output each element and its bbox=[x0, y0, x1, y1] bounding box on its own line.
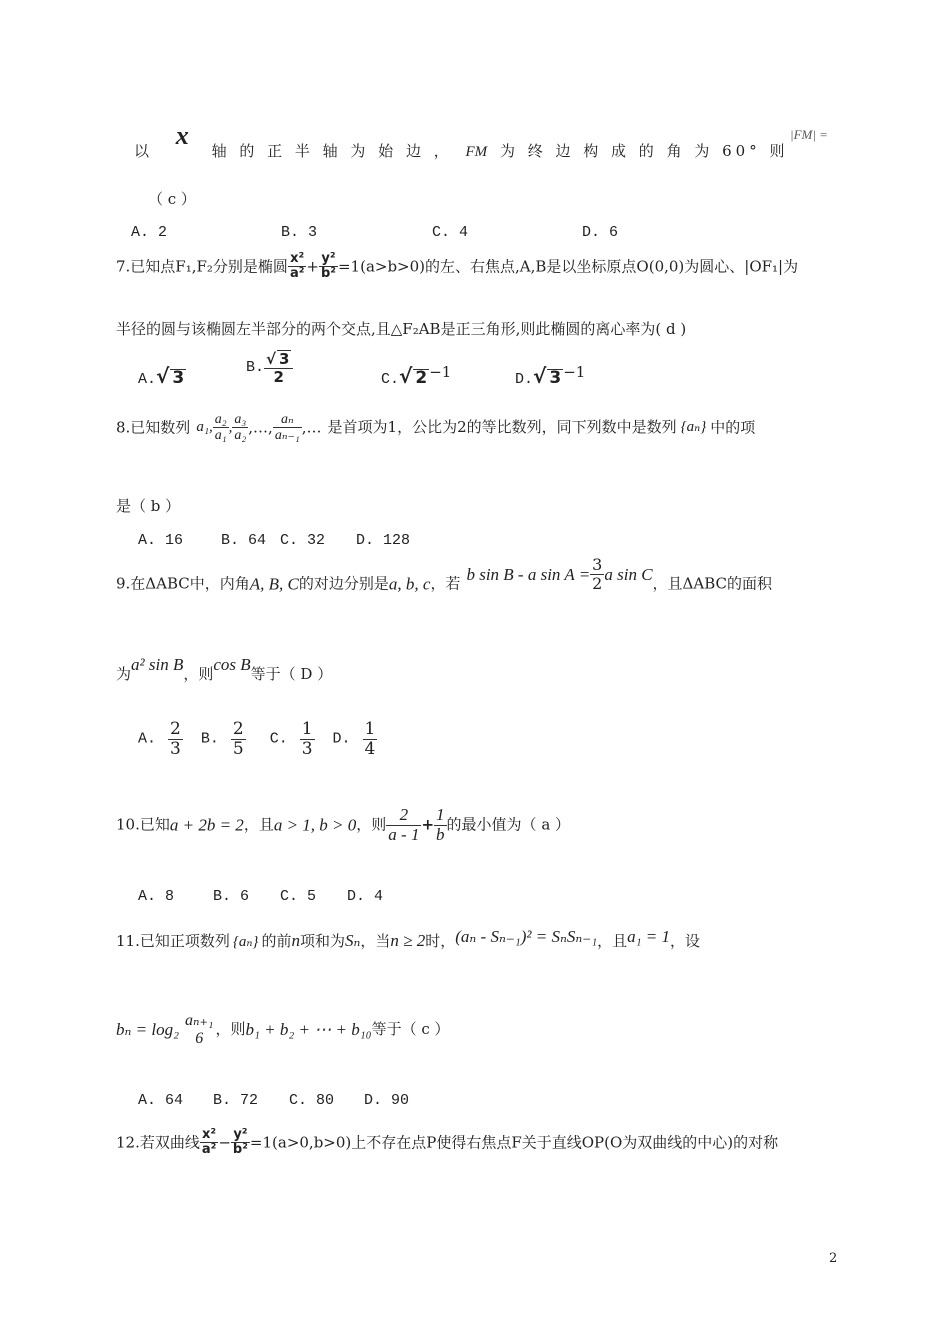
q11-cond: n ≥ 2 bbox=[390, 931, 426, 950]
q9-option-a: A. $\frac{2}{3}$ bbox=[138, 719, 181, 759]
q7-line1 bbox=[116, 252, 798, 282]
q11-option-a: A. 64 bbox=[138, 1092, 184, 1109]
q9-abc: A, B, C bbox=[249, 574, 299, 594]
q9-eq-left: b sin B - a sin A = bbox=[466, 564, 591, 584]
q11-option-d: D. 90 bbox=[364, 1092, 410, 1109]
q8-seq-frac2: $\frac{\text{a₃}}{\text{a₂}}$ bbox=[234, 412, 247, 444]
q11-a1: a₁ = 1 bbox=[627, 927, 671, 946]
q6-text-b: 为 终 边 构 成 的 角 为 60° 则 bbox=[499, 142, 789, 160]
q7-option-c: C.√ 2 −1 bbox=[381, 363, 452, 388]
q9-post: ，且ΔABC的面积 bbox=[652, 574, 772, 593]
q6-word-yi: 以 bbox=[134, 142, 150, 160]
q12-line1 bbox=[116, 1128, 778, 1158]
q7-option-b: B. $\frac{√ 3}{2}$ bbox=[246, 350, 293, 385]
q10-cond: a > 1, b > 0 bbox=[273, 815, 357, 835]
q11-mid5: ，且 bbox=[597, 932, 628, 950]
q9-mid: 的对边分别是 bbox=[298, 574, 389, 593]
q8-line2: 是（ b ） bbox=[116, 497, 181, 515]
q8-seq-tail: ,… bbox=[301, 418, 322, 437]
q11-post: ，设 bbox=[670, 932, 701, 950]
q10-pre: 10.已知 bbox=[116, 815, 170, 834]
q8-seq-dots: ,…, bbox=[248, 418, 273, 437]
q10-option-b: B. 6 bbox=[213, 888, 250, 905]
q6-option-c: C. 4 bbox=[432, 224, 469, 241]
q9-line2-mid: ，则 bbox=[183, 665, 214, 683]
q12-frac-x: $\frac{\text{x²}}{\text{a²}}$ bbox=[201, 1127, 217, 1158]
q12-pre: 12.若双曲线 bbox=[116, 1133, 200, 1152]
q9-pre: 9.在ΔABC中，内角 bbox=[116, 574, 250, 593]
q7-post: =1(a>b>0)的左、右焦点,A,B是以坐标原点O(0,0)为圆心、|OF₁|为 bbox=[337, 257, 799, 276]
q10-mid2: ，则 bbox=[356, 815, 387, 834]
q11-mid2: 项和为 bbox=[299, 932, 345, 950]
q10-option-d: D. 4 bbox=[347, 888, 384, 905]
q9-sides: a, b, c bbox=[388, 574, 431, 594]
q11-pre: 11.已知正项数列 bbox=[116, 932, 230, 950]
q9-line1 bbox=[116, 555, 772, 602]
q11-option-b: B. 72 bbox=[213, 1092, 259, 1109]
q7-pre: 7.已知点F₁,F₂分别是椭圆 bbox=[116, 257, 288, 276]
q10-frac1: $\frac{2}{a - 1}$ bbox=[388, 805, 420, 844]
q11-mid4: 时， bbox=[425, 932, 456, 950]
q6-option-b: B. 3 bbox=[281, 224, 318, 241]
q11-braces: {aₙ} bbox=[232, 934, 259, 950]
q9-area: a² sin B bbox=[131, 655, 184, 674]
q11-line1 bbox=[116, 927, 701, 950]
q8-seq-a1: a₁, bbox=[196, 419, 213, 436]
q12-frac-y: $\frac{\text{y²}}{\text{b²}}$ bbox=[232, 1127, 248, 1158]
q11-line2 bbox=[116, 1012, 450, 1047]
q9-line2 bbox=[116, 655, 333, 683]
q10-eq: a + 2b = 2 bbox=[169, 815, 244, 835]
q11-mid: 的前 bbox=[261, 932, 292, 950]
q11-bn-left: bₙ = log₂ bbox=[116, 1020, 179, 1040]
q6-text-a: 轴 的 正 半 轴 为 始 边 ， bbox=[211, 142, 453, 160]
q8-seq-frac3: $\frac{\text{aₙ}}{\text{aₙ₋₁}}$ bbox=[274, 412, 300, 444]
q8-pre: 8.已知数列 bbox=[116, 418, 191, 437]
q10-post: 的最小值为（ a ） bbox=[446, 815, 571, 834]
q8-braces: {aₙ} bbox=[680, 419, 707, 436]
q10-option-c: C. 5 bbox=[280, 888, 317, 905]
q11-sum: b₁ + b₂ + ⋯ + b₁₀ bbox=[245, 1020, 372, 1040]
q9-option-c: C. $\frac{1}{3}$ bbox=[269, 719, 313, 759]
q11-bn-frac: aₙ₊₁ 6 bbox=[185, 1012, 214, 1047]
q9-cos: cos B bbox=[213, 655, 251, 674]
page-number: 2 bbox=[829, 1251, 838, 1266]
q6-line1 bbox=[134, 121, 789, 161]
q8-option-d: D. 128 bbox=[356, 532, 411, 549]
q10-frac2: $\frac{1}{b}$ bbox=[436, 805, 445, 844]
q11-line2-post: 等于（ c ） bbox=[371, 1020, 450, 1039]
q10-plus: + bbox=[421, 815, 435, 834]
q9-line2-pre: 为 bbox=[116, 665, 132, 683]
q8-option-b: B. 64 bbox=[221, 532, 267, 549]
q9-line2-post: 等于（ D ） bbox=[250, 665, 333, 683]
q10-option-a: A. 8 bbox=[138, 888, 175, 905]
q8-option-c: C. 32 bbox=[280, 532, 326, 549]
q12-post: =1(a>0,b>0)上不存在点P使得右焦点F关于直线OP(O为双曲线的中心)的对称 bbox=[249, 1133, 779, 1152]
q8-seq-frac1: $\frac{\text{a₂}}{\text{a₁}}$ bbox=[214, 412, 227, 444]
q7-option-a: A.√ 3 bbox=[138, 364, 185, 388]
q6-option-d: D. 6 bbox=[582, 224, 619, 241]
q11-sn: Sₙ bbox=[344, 931, 361, 950]
q10-line1 bbox=[116, 806, 570, 844]
q10-mid: ，且 bbox=[243, 815, 274, 834]
q7-option-d: D.√ 3 −1 bbox=[515, 363, 586, 388]
q11-n: n bbox=[291, 931, 300, 950]
q6-answer: （ c ） bbox=[148, 190, 196, 208]
q11-option-c: C. 80 bbox=[289, 1092, 335, 1109]
q11-line2-mid: ，则 bbox=[215, 1020, 246, 1039]
q9-option-d: D. $\frac{1}{4}$ bbox=[332, 719, 376, 759]
q9-eq-frac: $\frac{3}{2}$ bbox=[592, 555, 603, 593]
q8-post2: 中的项 bbox=[710, 418, 756, 437]
q6-var-x: x bbox=[175, 121, 189, 150]
q6-option-a: A. 2 bbox=[131, 224, 168, 241]
q9-option-b: B. $\frac{2}{5}$ bbox=[200, 719, 244, 759]
q11-mid3: ，当 bbox=[360, 932, 391, 950]
q8-post: 是首项为1，公比为2的等比数列，同下列数中是数列 bbox=[327, 418, 677, 437]
q8-option-a: A. 16 bbox=[138, 532, 184, 549]
q12-minus: − bbox=[218, 1133, 231, 1152]
q9-options bbox=[138, 720, 377, 758]
q7-plus: + bbox=[306, 257, 319, 276]
q7-frac-x: $\frac{\text{x²}}{\text{a²}}$ bbox=[289, 251, 305, 282]
q6-abs-fm: |FM| = bbox=[790, 127, 828, 142]
q8-line1: 8.已知数列 a₁, $\frac{\text{a₂}}{\text{a₁}}$ , $\frac{\text{a₃}}{\text{a₂}}$ ,…, $\frac{\text{aₙ}}{\text{aₙ₋₁}}$ ,… 是首项为1，公比为2的等比数列，同下列数中是数列 {aₙ} 中的项 bbox=[116, 412, 756, 444]
q7-frac-y: $\frac{\text{y²}}{\text{b²}}$ bbox=[320, 251, 336, 282]
q9-ruo: ，若 bbox=[430, 574, 461, 593]
q7-line2: 半径的圆与该椭圆左半部分的两个交点,且△F₂AB是正三角形,则此椭圆的离心率为( d ) bbox=[116, 320, 687, 338]
q6-var-fm: FM bbox=[465, 144, 488, 160]
q11-eq: (aₙ - Sₙ₋₁)² = SₙSₙ₋₁ bbox=[455, 927, 598, 946]
q9-eq-right: a sin C bbox=[604, 564, 653, 584]
